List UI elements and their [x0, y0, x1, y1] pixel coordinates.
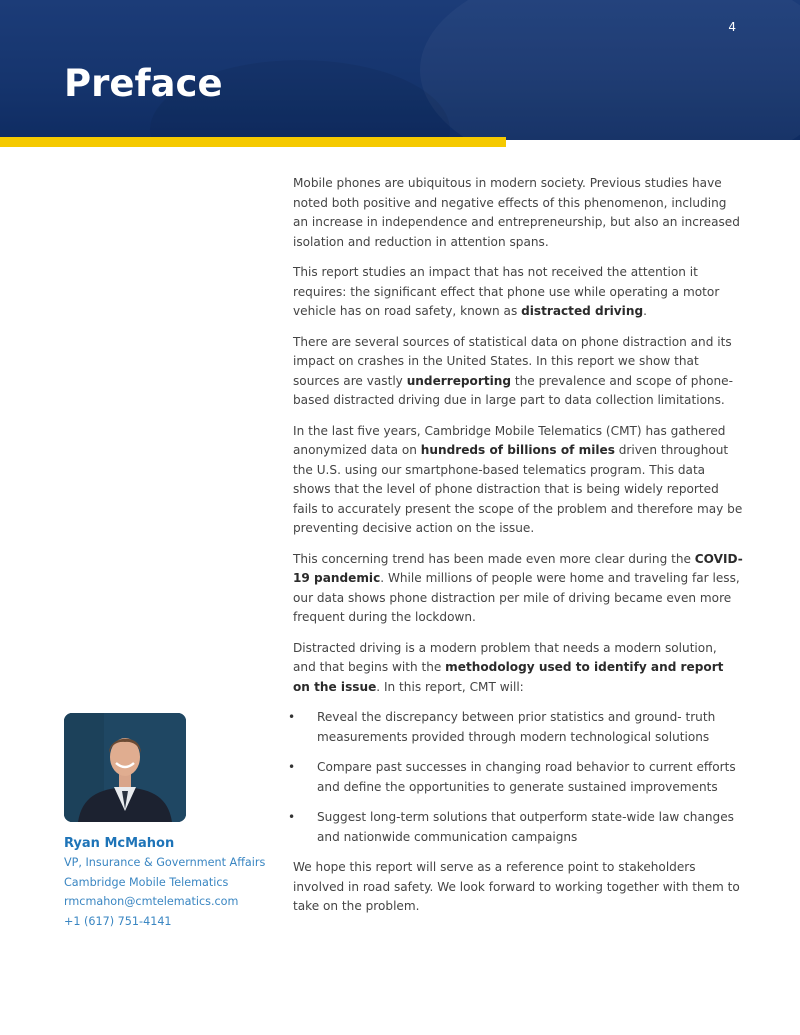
contact-phone-link[interactable]: +1 (617) 751-4141: [64, 914, 172, 928]
emphasis-text: hundreds of billions of miles: [420, 443, 615, 457]
body-paragraph: [293, 333, 743, 411]
paragraph-text: This report studies an impact that has not received the attention it requires: the significant effect that phone use while operating a motor vehicle has on road safety, known as: [293, 265, 720, 318]
contact-email-link[interactable]: rmcmahon@cmtelematics.com: [64, 895, 239, 908]
bullet-text: Suggest long-term solutions that outperform state-wide law changes and nationwide communication campaigns: [317, 810, 734, 844]
paragraph-text: This concerning trend has been made even more clear during the: [293, 551, 695, 566]
emphasis-text: methodology used to identify and report on the issue: [293, 660, 724, 694]
header-texture: [420, 0, 800, 140]
yellow-accent-bar: [0, 137, 506, 147]
body-paragraph: [293, 174, 743, 252]
bullet-dot-icon: •: [288, 710, 296, 724]
bullet-item: [288, 808, 743, 847]
person-portrait-icon: [64, 713, 186, 822]
closing-paragraph: We hope this report will serve as a reference point to stakeholders involved in road safety. We look forward to working together with them to take on the problem.: [293, 860, 740, 913]
paragraph-text: Mobile phones are ubiquitous in modern society. Previous studies have noted both positive and negative effects of this phenomenon, including an increase in independence and entrepreneurship, but also an increased isolation and reduction in attention spans.: [293, 176, 740, 249]
bullet-text: Reveal the discrepancy between prior statistics and ground- truth measurements provided through modern technological solutions: [317, 710, 716, 744]
paragraph-text: . While millions of people were home and traveling far less, our data shows phone distraction per mile of driving became even more frequent during the lockdown.: [293, 571, 740, 624]
contact-card: [64, 835, 284, 931]
body-text-column: [288, 174, 743, 928]
paragraph-text: the prevalence and scope of phone-based distracted driving due in large part to data collection limitations.: [293, 373, 733, 407]
body-paragraph: [293, 550, 743, 628]
page-title: Preface: [64, 62, 223, 105]
paragraph-text: In the last five years, Cambridge Mobile Telematics (CMT) has gathered anonymized data on: [293, 423, 726, 457]
body-paragraph: [293, 422, 743, 539]
page-number: 4: [728, 20, 736, 34]
contact-job-title: VP, Insurance & Government Affairs: [64, 856, 266, 869]
emphasis-text: COVID-19 pandemic: [293, 551, 743, 585]
body-paragraph: [293, 639, 743, 698]
bullet-list: [288, 708, 743, 847]
paragraph-text: There are several sources of statistical data on phone distraction and its impact on crashes in the United States. In this report we show that sources are vastly: [293, 334, 732, 388]
contact-company: Cambridge Mobile Telematics: [64, 875, 229, 889]
paragraph-text: Distracted driving is a modern problem that needs a modern solution, and that begins with the: [293, 640, 717, 674]
bullet-dot-icon: •: [288, 810, 296, 824]
body-paragraph: [293, 263, 743, 322]
bullet-item: [288, 758, 743, 797]
author-photo: [64, 713, 186, 822]
emphasis-text: underreporting: [406, 373, 512, 388]
bullet-text: Compare past successes in changing road behavior to current efforts and define the opportunities to generate sustained improvements: [317, 760, 736, 794]
contact-name: Ryan McMahon: [64, 836, 175, 851]
page-header: [0, 0, 800, 140]
emphasis-text: distracted driving: [521, 304, 644, 318]
paragraph-text: .: [643, 304, 647, 318]
bullet-dot-icon: •: [288, 760, 296, 774]
paragraph-text: . In this report, CMT will:: [376, 679, 524, 694]
bullet-item: [288, 708, 743, 747]
intro-paragraphs: [293, 174, 743, 697]
paragraph-text: driven throughout the U.S. using our smartphone-based telematics program. This data shows that the level of phone distraction that is being widely reported fails to accurately present the scope of the problem and therefore may be preventing decisive action on the issue.: [293, 443, 743, 535]
